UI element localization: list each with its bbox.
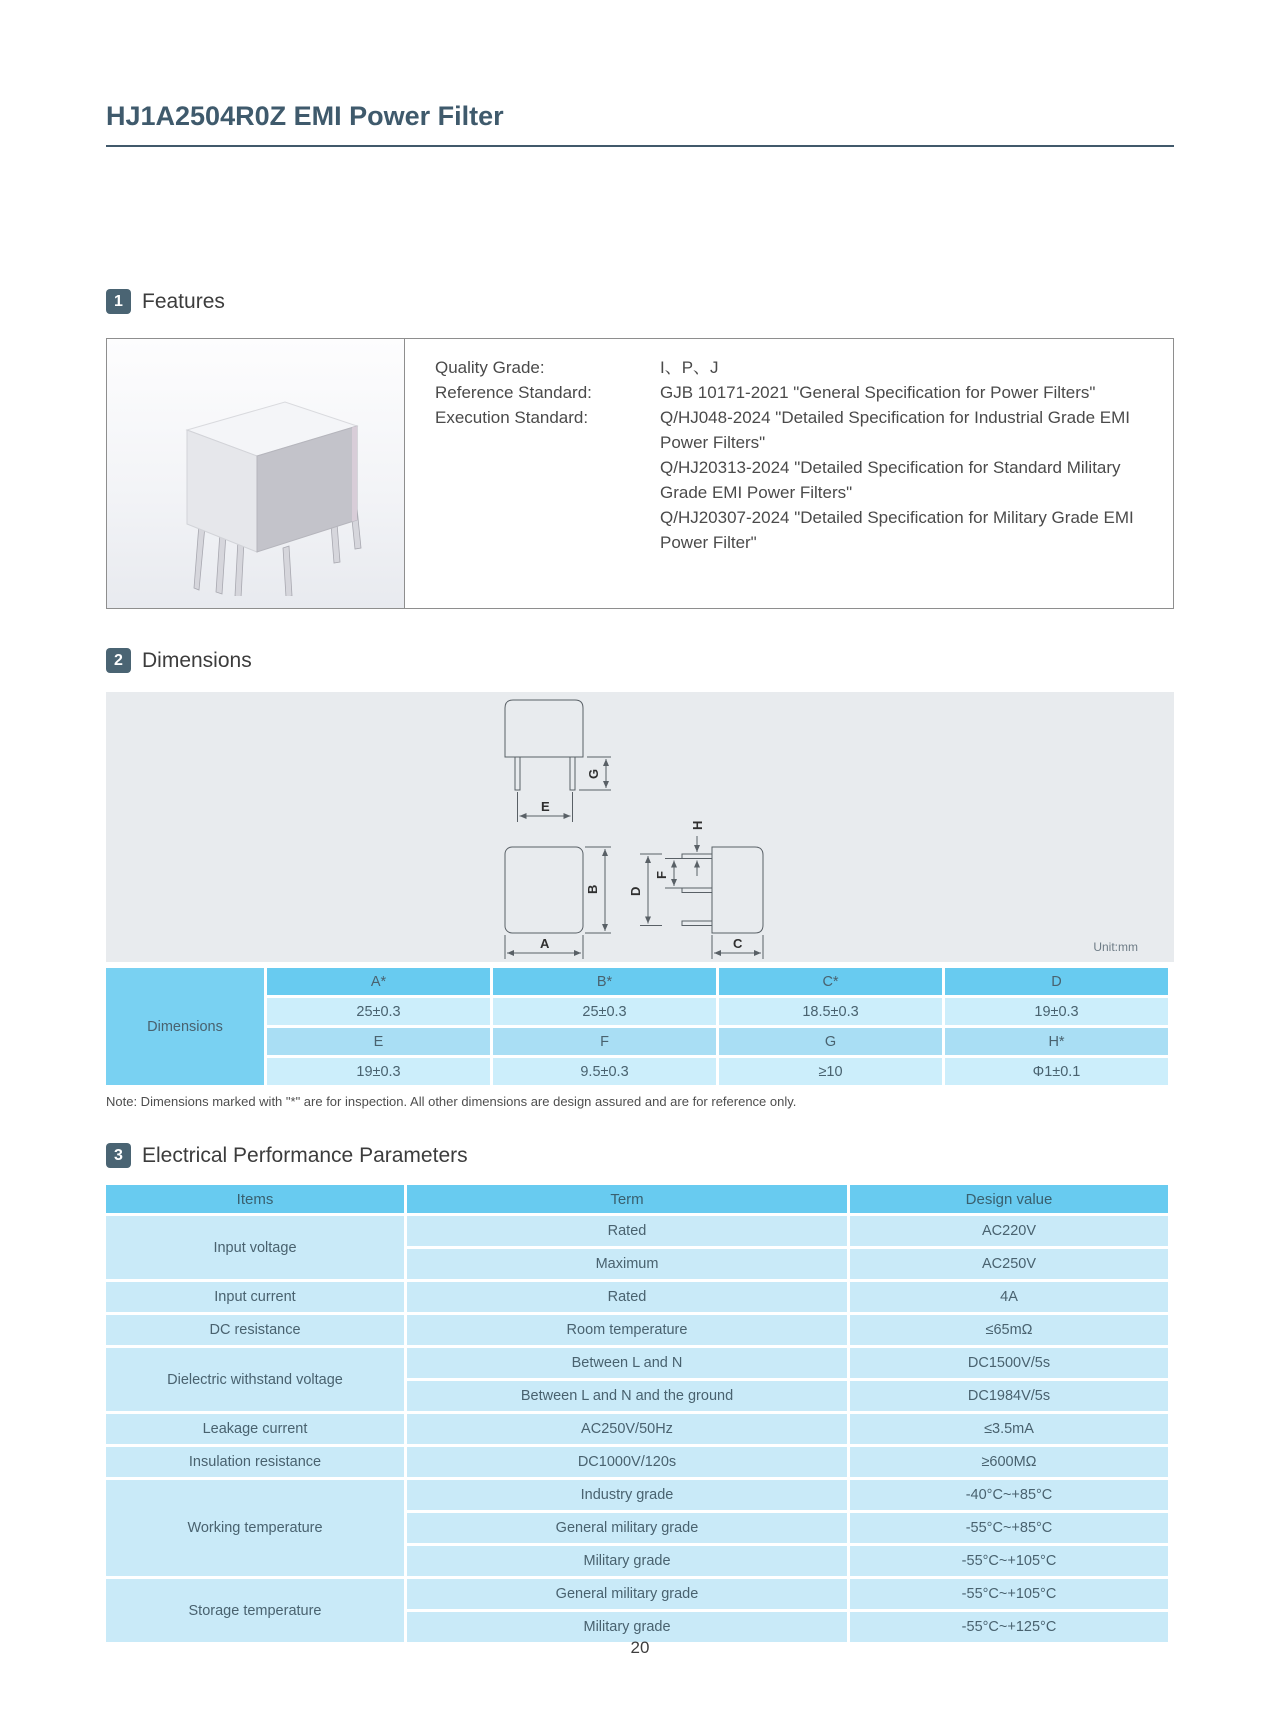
dim-col-header: B*: [493, 968, 716, 995]
value-cell: ≥600MΩ: [850, 1447, 1168, 1477]
value-cell: 4A: [850, 1282, 1168, 1312]
term-cell: General military grade: [407, 1513, 847, 1543]
table-row: [106, 1447, 1168, 1477]
quality-grade-label: Quality Grade:: [435, 358, 545, 377]
term-cell: Between L and N: [407, 1348, 847, 1378]
term-cell: Room temperature: [407, 1315, 847, 1345]
value-cell: -55°C~+105°C: [850, 1546, 1168, 1576]
dimensions-table: [103, 965, 1171, 1088]
page-title: HJ1A2504R0Z EMI Power Filter: [106, 101, 504, 131]
dim-value-cell: 9.5±0.3: [493, 1058, 716, 1085]
front-view-drawing: [505, 700, 611, 822]
electrical-header-row: [106, 1185, 1168, 1213]
dimensions-section-title: Dimensions: [142, 648, 252, 672]
execution-standard-values: [660, 405, 1155, 555]
table-row: [106, 1315, 1168, 1345]
side-view-drawing: [628, 821, 763, 959]
value-cell: DC1500V/5s: [850, 1348, 1168, 1378]
dim-col-header: C*: [719, 968, 942, 995]
dimensions-section-heading: [106, 648, 252, 673]
dim-col-header: F: [493, 1028, 716, 1055]
dim-label-H: H: [690, 820, 705, 830]
reference-standard-label: Reference Standard:: [435, 383, 592, 402]
dim-label-F: F: [654, 871, 669, 879]
item-cell: DC resistance: [106, 1315, 404, 1345]
unit-label: Unit:mm: [1093, 940, 1138, 954]
dim-label-G: G: [586, 768, 601, 779]
dim-value-cell: 19±0.3: [267, 1058, 490, 1085]
dim-header-row-2: [106, 1028, 1168, 1055]
value-cell: -40°C~+85°C: [850, 1480, 1168, 1510]
dimensions-note: Note: Dimensions marked with "*" are for inspection. All other dimensions are design assured and are for reference only.: [106, 1094, 797, 1109]
value-cell: AC220V: [850, 1216, 1168, 1246]
dim-label-D: D: [628, 886, 643, 896]
dim-col-header: H*: [945, 1028, 1168, 1055]
table-row: [106, 1348, 1168, 1378]
table-row: [106, 1216, 1168, 1246]
reference-standard-row: [435, 380, 1155, 405]
value-cell: ≤65mΩ: [850, 1315, 1168, 1345]
term-cell: Military grade: [407, 1546, 847, 1576]
quality-grade-value: I、P、J: [660, 358, 719, 377]
column-header-design-value: Design value: [850, 1185, 1168, 1213]
title-rule: [106, 145, 1174, 147]
value-cell: DC1984V/5s: [850, 1381, 1168, 1411]
column-header-items: Items: [106, 1185, 404, 1213]
dim-col-header: D: [945, 968, 1168, 995]
term-cell: Rated: [407, 1282, 847, 1312]
dim-col-header: G: [719, 1028, 942, 1055]
term-cell: General military grade: [407, 1579, 847, 1609]
electrical-section-number-badge: 3: [106, 1143, 131, 1168]
dim-value-row-1: [106, 998, 1168, 1025]
table-row: [106, 1579, 1168, 1609]
value-cell: ≤3.5mA: [850, 1414, 1168, 1444]
term-cell: Industry grade: [407, 1480, 847, 1510]
dim-label-E: E: [541, 799, 550, 814]
dim-label-C: C: [733, 936, 743, 951]
value-cell: -55°C~+105°C: [850, 1579, 1168, 1609]
product-edge-highlight: [352, 426, 357, 522]
dim-col-header: A*: [267, 968, 490, 995]
execution-standard-item: Q/HJ20307-2024 "Detailed Specification for Military Grade EMI Power Filter": [660, 508, 1134, 552]
electrical-table: [103, 1182, 1171, 1645]
dimension-drawings: [106, 692, 1174, 962]
execution-standard-label: Execution Standard:: [435, 408, 589, 427]
item-cell: Working temperature: [106, 1480, 404, 1576]
term-cell: DC1000V/120s: [407, 1447, 847, 1477]
dim-value-cell: 18.5±0.3: [719, 998, 942, 1025]
table-row: [106, 1480, 1168, 1510]
electrical-section-heading: [106, 1143, 468, 1168]
item-cell: Leakage current: [106, 1414, 404, 1444]
value-cell: AC250V: [850, 1249, 1168, 1279]
reference-standard-value: GJB 10171-2021 "General Specification for Power Filters": [660, 383, 1096, 402]
value-cell: -55°C~+85°C: [850, 1513, 1168, 1543]
term-cell: Military grade: [407, 1612, 847, 1642]
dim-value-cell: ≥10: [719, 1058, 942, 1085]
dim-col-header: E: [267, 1028, 490, 1055]
dim-label-B: B: [585, 884, 600, 894]
table-row: [106, 1282, 1168, 1312]
quality-grade-row: [435, 355, 1155, 380]
term-cell: AC250V/50Hz: [407, 1414, 847, 1444]
dim-label-A: A: [540, 936, 550, 951]
value-cell: -55°C~+125°C: [850, 1612, 1168, 1642]
execution-standard-item: Q/HJ20313-2024 "Detailed Specification for Standard Military Grade EMI Power Filters": [660, 458, 1121, 502]
dim-value-cell: 19±0.3: [945, 998, 1168, 1025]
dim-header-row-1: [106, 968, 1168, 995]
execution-standard-item: Q/HJ048-2024 "Detailed Specification for Industrial Grade EMI Power Filters": [660, 408, 1130, 452]
product-image: [125, 352, 387, 596]
features-section-title: Features: [142, 289, 225, 313]
item-cell: Storage temperature: [106, 1579, 404, 1642]
item-cell: Input current: [106, 1282, 404, 1312]
dim-value-cell: Φ1±0.1: [945, 1058, 1168, 1085]
product-image-cell: [107, 339, 405, 608]
column-header-term: Term: [407, 1185, 847, 1213]
item-cell: Dielectric withstand voltage: [106, 1348, 404, 1411]
term-cell: Between L and N and the ground: [407, 1381, 847, 1411]
term-cell: Maximum: [407, 1249, 847, 1279]
execution-standard-row: [435, 405, 1155, 555]
table-row: [106, 1414, 1168, 1444]
features-text: [405, 339, 1173, 608]
item-cell: Insulation resistance: [106, 1447, 404, 1477]
dim-value-cell: 25±0.3: [493, 998, 716, 1025]
features-box: [106, 338, 1174, 609]
dimensions-diagram: [106, 692, 1174, 962]
item-cell: Input voltage: [106, 1216, 404, 1279]
page-number: 20: [630, 1638, 650, 1657]
dimensions-section-number-badge: 2: [106, 648, 131, 673]
features-section-number-badge: 1: [106, 289, 131, 314]
features-section-heading: [106, 289, 225, 314]
electrical-section-title: Electrical Performance Parameters: [142, 1143, 468, 1167]
term-cell: Rated: [407, 1216, 847, 1246]
face-view-drawing: [505, 847, 611, 959]
dimensions-row-header: Dimensions: [106, 968, 264, 1085]
dim-value-cell: 25±0.3: [267, 998, 490, 1025]
dim-value-row-2: [106, 1058, 1168, 1085]
